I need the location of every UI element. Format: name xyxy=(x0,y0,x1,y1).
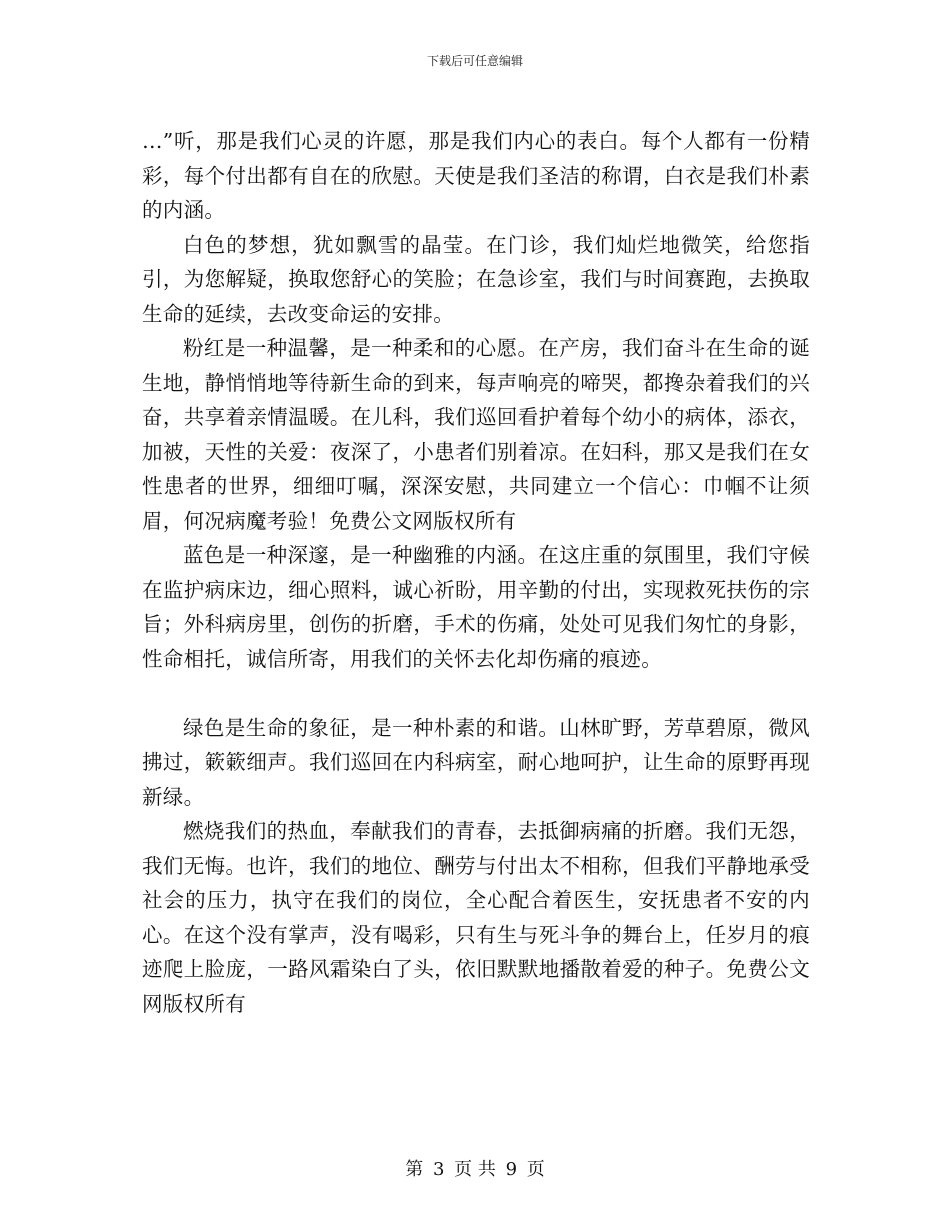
footer-current-page: 3 xyxy=(432,1159,445,1180)
document-body xyxy=(142,124,810,1021)
page-header-note: 下载后可任意编辑 xyxy=(426,54,523,68)
paragraph-green: 绿色是生命的象征，是一种朴素的和谐。山林旷野，芳草碧原，微风拂过，簌簌细声。我们巡回在内科病室，耐心地呵护，让生命的原野再现新绿。 xyxy=(142,715,810,809)
paragraph-white: 白色的梦想，犹如飘雪的晶莹。在门诊，我们灿烂地微笑，给您指引，为您解疑，换取您舒心的笑脸；在急诊室，我们与时间赛跑，去换取生命的延续，去改变命运的安排。 xyxy=(142,232,810,326)
footer-middle: 页 共 xyxy=(454,1159,496,1180)
footer-suffix: 页 xyxy=(526,1159,545,1180)
paragraph-pink: 粉红是一种温馨，是一种柔和的心愿。在产房，我们奋斗在生命的诞生地，静悄悄地等待新生命的到来，每声响亮的啼哭，都搀杂着我们的兴奋，共享着亲情温暖。在儿科，我们巡回看护着每个幼小的病体，添衣，加被，天性的关爱：夜深了，小患者们别着凉。在妇科，那又是我们在女性患者的世界，细细叮嘱，深深安慰，共同建立一个信心：巾帼不让须眉，何况病魔考验！免费公文网版权所有 xyxy=(142,336,810,533)
footer-prefix: 第 xyxy=(405,1159,424,1180)
page-footer xyxy=(0,1155,950,1181)
paragraph-dedication: 燃烧我们的热血，奉献我们的青春，去抵御病痛的折磨。我们无怨，我们无悔。也许，我们的地位、酬劳与付出太不相称，但我们平静地承受社会的压力，执守在我们的岗位，全心配合着医生，安抚患者不安的内心。在这个没有掌声，没有喝彩，只有生与死斗争的舞台上，任岁月的痕迹爬上脸庞，一路风霜染白了头，依旧默默地播散着爱的种子。免费公文网版权所有 xyxy=(142,819,810,1016)
paragraph-blue: 蓝色是一种深邃，是一种幽雅的内涵。在这庄重的氛围里，我们守候在监护病床边，细心照料，诚心祈盼，用辛勤的付出，实现救死扶伤的宗旨；外科病房里，创伤的折磨，手术的伤痛，处处可见我们匆忙的身影，性命相托，诚信所寄，用我们的关怀去化却伤痛的痕迹。 xyxy=(142,543,810,671)
paragraph-spacer xyxy=(142,676,810,711)
paragraph-intro-continued: …”听，那是我们心灵的许愿，那是我们内心的表白。每个人都有一份精彩，每个付出都有自在的欣慰。天使是我们圣洁的称谓，白衣是我们朴素的内涵。 xyxy=(142,129,810,222)
footer-total-pages: 9 xyxy=(505,1159,518,1180)
